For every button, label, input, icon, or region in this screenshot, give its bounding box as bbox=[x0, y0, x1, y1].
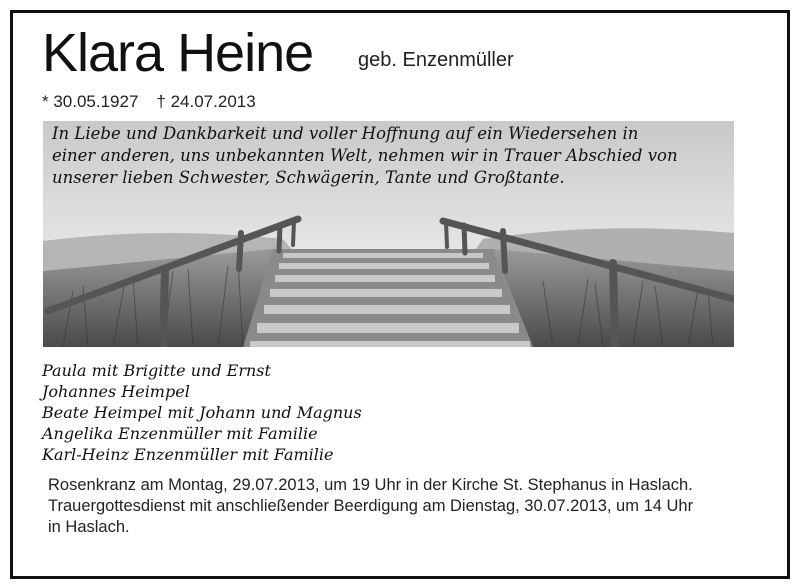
mourners-list bbox=[42, 360, 362, 465]
service-line: Trauergottesdienst mit anschließender Beerdigung am Dienstag, 30.07.2013, um 14 Uhr bbox=[48, 497, 694, 515]
farewell-text bbox=[52, 123, 722, 189]
service-info bbox=[48, 475, 748, 538]
service-line: in Haslach. bbox=[48, 518, 130, 536]
farewell-line: einer anderen, uns unbekannten Welt, nehmen wir in Trauer Abschied von bbox=[52, 146, 678, 165]
service-line: Rosenkranz am Montag, 29.07.2013, um 19 Uhr in der Kirche St. Stephanus in Haslach. bbox=[48, 476, 693, 494]
death-date: † 24.07.2013 bbox=[156, 92, 256, 111]
mourner-entry: Beate Heimpel mit Johann und Magnus bbox=[42, 403, 362, 422]
mourner-entry: Angelika Enzenmüller mit Familie bbox=[42, 424, 318, 443]
mourner-entry: Karl-Heinz Enzenmüller mit Familie bbox=[42, 445, 334, 464]
life-dates bbox=[42, 92, 256, 112]
mourner-entry: Paula mit Brigitte und Ernst bbox=[42, 361, 271, 380]
maiden-name: geb. Enzenmüller bbox=[358, 49, 514, 71]
farewell-line: unserer lieben Schwester, Schwägerin, Tante und Großtante. bbox=[52, 168, 565, 187]
farewell-line: In Liebe und Dankbarkeit und voller Hoffnung auf ein Wiedersehen in bbox=[52, 124, 639, 143]
mourner-entry: Johannes Heimpel bbox=[42, 382, 190, 401]
deceased-name: Klara Heine bbox=[42, 23, 314, 83]
birth-date: * 30.05.1927 bbox=[42, 92, 139, 111]
